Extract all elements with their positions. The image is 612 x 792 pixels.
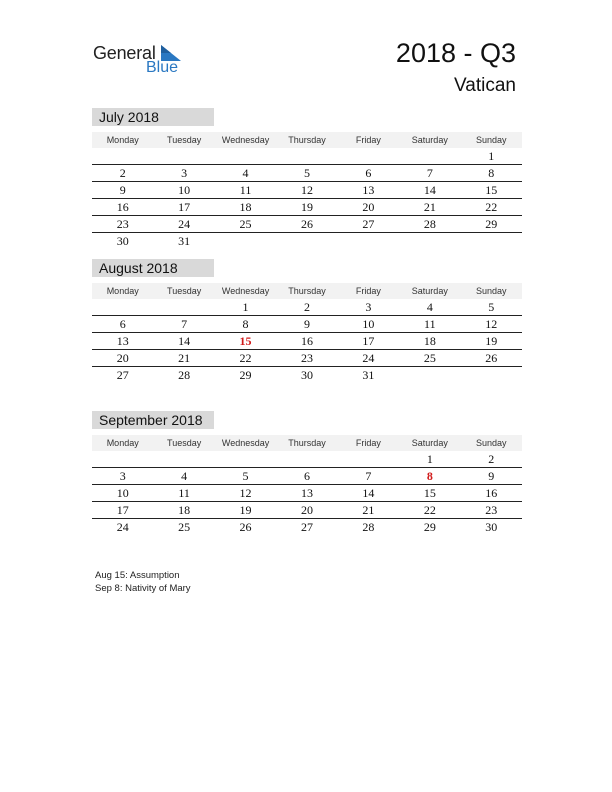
weekday-header-row <box>92 283 522 299</box>
day-cell: 15 <box>423 486 436 500</box>
day-cell: 25 <box>178 520 191 534</box>
day-cell <box>338 233 399 249</box>
month-block-september <box>92 411 522 535</box>
day-cell: 22 <box>423 503 436 517</box>
day-cell: 17 <box>362 334 375 348</box>
month-title: September 2018 <box>92 411 214 429</box>
logo-text-general: General <box>93 43 156 63</box>
day-cell: 14 <box>178 334 191 348</box>
day-cell: 13 <box>300 486 313 500</box>
day-cell: 23 <box>485 503 498 517</box>
day-cell: 7 <box>365 469 372 483</box>
week-row <box>92 316 522 333</box>
weekday-label: Tuesday <box>167 438 202 448</box>
weekday-label: Saturday <box>411 438 448 448</box>
day-cell: 11 <box>178 486 190 500</box>
day-cell: 9 <box>119 183 126 197</box>
week-row <box>92 165 522 182</box>
weekday-label: Wednesday <box>221 438 270 448</box>
day-cell: 28 <box>362 520 375 534</box>
day-cell <box>215 233 276 249</box>
day-cell: 8 <box>488 166 495 180</box>
day-cell: 20 <box>300 503 313 517</box>
day-cell: 15 <box>485 183 498 197</box>
generalblue-logo <box>93 40 203 80</box>
day-cell: 16 <box>116 200 129 214</box>
holiday-note: Sep 8: Nativity of Mary <box>95 583 191 594</box>
day-cell: 23 <box>116 217 129 231</box>
day-cell: 2 <box>488 452 495 466</box>
day-cell: 4 <box>242 166 249 180</box>
weekday-label: Tuesday <box>167 135 202 145</box>
weekday-label: Monday <box>106 438 139 448</box>
week-row <box>92 148 522 165</box>
day-cell: 4 <box>181 469 188 483</box>
day-cell: 16 <box>300 334 313 348</box>
day-cell: 22 <box>485 200 498 214</box>
day-cell: 31 <box>178 234 191 248</box>
weekday-label: Monday <box>106 286 139 296</box>
weekday-header-row <box>92 132 522 148</box>
day-cell: 28 <box>423 217 436 231</box>
page-title: 2018 - Q3 <box>395 38 516 68</box>
day-cell: 12 <box>239 486 252 500</box>
day-cell: 5 <box>303 166 310 180</box>
day-cell <box>153 451 214 467</box>
day-cell: 12 <box>300 183 313 197</box>
week-row <box>92 233 522 249</box>
weekday-label: Wednesday <box>221 286 270 296</box>
day-cell: 30 <box>116 234 129 248</box>
day-cell: 1 <box>426 452 433 466</box>
month-block-august <box>92 259 522 383</box>
day-cell <box>399 367 460 383</box>
day-cell: 9 <box>488 469 495 483</box>
holiday-note: Aug 15: Assumption <box>95 570 180 581</box>
day-cell: 3 <box>119 469 126 483</box>
weekday-label: Friday <box>355 438 381 448</box>
weekday-label: Wednesday <box>221 135 270 145</box>
day-cell: 28 <box>178 368 191 382</box>
day-cell: 27 <box>300 520 313 534</box>
day-cell <box>92 148 153 164</box>
day-cell <box>338 451 399 467</box>
day-cell: 26 <box>239 520 252 534</box>
weekday-label: Thursday <box>288 135 326 145</box>
day-cell: 26 <box>300 217 313 231</box>
holiday-notes <box>95 569 191 595</box>
day-cell: 8 <box>242 317 249 331</box>
weekday-label: Saturday <box>411 135 448 145</box>
day-cell: 17 <box>116 503 129 517</box>
weekday-label: Friday <box>355 135 381 145</box>
weekday-label: Tuesday <box>167 286 202 296</box>
day-cell: 2 <box>119 166 126 180</box>
day-cell: 14 <box>423 183 436 197</box>
weekday-label: Thursday <box>288 438 326 448</box>
logo-text-blue: Blue <box>146 59 179 76</box>
day-cell: 29 <box>485 217 498 231</box>
week-row <box>92 485 522 502</box>
day-cell: 2 <box>303 300 310 314</box>
day-cell: 26 <box>485 351 498 365</box>
day-cell: 6 <box>119 317 126 331</box>
day-cell: 16 <box>485 486 498 500</box>
day-cell: 1 <box>488 149 495 163</box>
week-row <box>92 216 522 233</box>
week-row <box>92 502 522 519</box>
day-cell: 23 <box>300 351 313 365</box>
day-cell: 14 <box>362 486 375 500</box>
day-cell <box>461 367 522 383</box>
day-cell: 13 <box>362 183 375 197</box>
weekday-label: Sunday <box>475 135 507 145</box>
day-cell: 29 <box>239 368 252 382</box>
weekday-header-row <box>92 435 522 451</box>
day-cell: 3 <box>365 300 372 314</box>
week-row <box>92 468 522 485</box>
day-cell: 10 <box>362 317 375 331</box>
holiday-day-cell: 15 <box>239 334 252 348</box>
day-cell: 18 <box>239 200 252 214</box>
page-subtitle: Vatican <box>454 75 516 96</box>
day-cell <box>276 233 337 249</box>
day-cell: 24 <box>362 351 375 365</box>
week-row <box>92 299 522 316</box>
day-cell <box>461 233 522 249</box>
weekday-label: Sunday <box>475 286 507 296</box>
week-row <box>92 199 522 216</box>
week-row <box>92 182 522 199</box>
day-cell: 22 <box>239 351 252 365</box>
day-cell: 6 <box>303 469 310 483</box>
day-cell <box>153 148 214 164</box>
month-title: August 2018 <box>92 259 214 277</box>
day-cell <box>276 148 337 164</box>
day-cell <box>338 148 399 164</box>
day-cell <box>399 148 460 164</box>
day-cell <box>92 451 153 467</box>
day-cell: 17 <box>178 200 191 214</box>
weekday-label: Friday <box>355 286 381 296</box>
day-cell <box>215 451 276 467</box>
week-row <box>92 333 522 350</box>
holiday-day-cell: 8 <box>426 469 433 483</box>
day-cell: 21 <box>178 351 191 365</box>
week-row <box>92 367 522 383</box>
day-cell: 31 <box>362 368 375 382</box>
weekday-label: Saturday <box>411 286 448 296</box>
day-cell: 27 <box>116 368 129 382</box>
day-cell: 11 <box>239 183 252 197</box>
week-row <box>92 350 522 367</box>
day-cell: 19 <box>239 503 252 517</box>
day-cell <box>153 299 214 315</box>
day-cell: 5 <box>488 300 495 314</box>
day-cell: 30 <box>485 520 498 534</box>
day-cell: 5 <box>242 469 249 483</box>
day-cell <box>92 299 153 315</box>
day-cell: 9 <box>303 317 310 331</box>
month-title: July 2018 <box>92 108 214 126</box>
day-cell: 7 <box>181 317 188 331</box>
day-cell: 1 <box>242 300 249 314</box>
day-cell: 25 <box>423 351 436 365</box>
day-cell <box>399 233 460 249</box>
day-cell: 13 <box>116 334 129 348</box>
day-cell: 18 <box>178 503 191 517</box>
day-cell: 21 <box>423 200 436 214</box>
day-cell <box>276 451 337 467</box>
day-cell: 21 <box>362 503 375 517</box>
day-cell: 7 <box>426 166 433 180</box>
day-cell: 29 <box>423 520 436 534</box>
weekday-label: Thursday <box>288 286 326 296</box>
day-cell: 12 <box>485 317 498 331</box>
day-cell: 25 <box>239 217 252 231</box>
week-row <box>92 451 522 468</box>
day-cell: 20 <box>116 351 129 365</box>
month-block-july <box>92 108 522 249</box>
day-cell: 27 <box>362 217 375 231</box>
day-cell: 24 <box>116 520 129 534</box>
weekday-label: Sunday <box>475 438 507 448</box>
day-cell: 6 <box>365 166 372 180</box>
day-cell: 18 <box>423 334 436 348</box>
week-row <box>92 519 522 535</box>
day-cell: 24 <box>178 217 191 231</box>
day-cell: 19 <box>485 334 498 348</box>
day-cell: 3 <box>181 166 188 180</box>
day-cell: 10 <box>116 486 129 500</box>
day-cell: 20 <box>362 200 375 214</box>
day-cell: 4 <box>426 300 433 314</box>
day-cell: 10 <box>178 183 191 197</box>
day-cell: 11 <box>424 317 436 331</box>
day-cell: 30 <box>300 368 313 382</box>
weekday-label: Monday <box>106 135 139 145</box>
day-cell: 19 <box>300 200 313 214</box>
day-cell <box>215 148 276 164</box>
